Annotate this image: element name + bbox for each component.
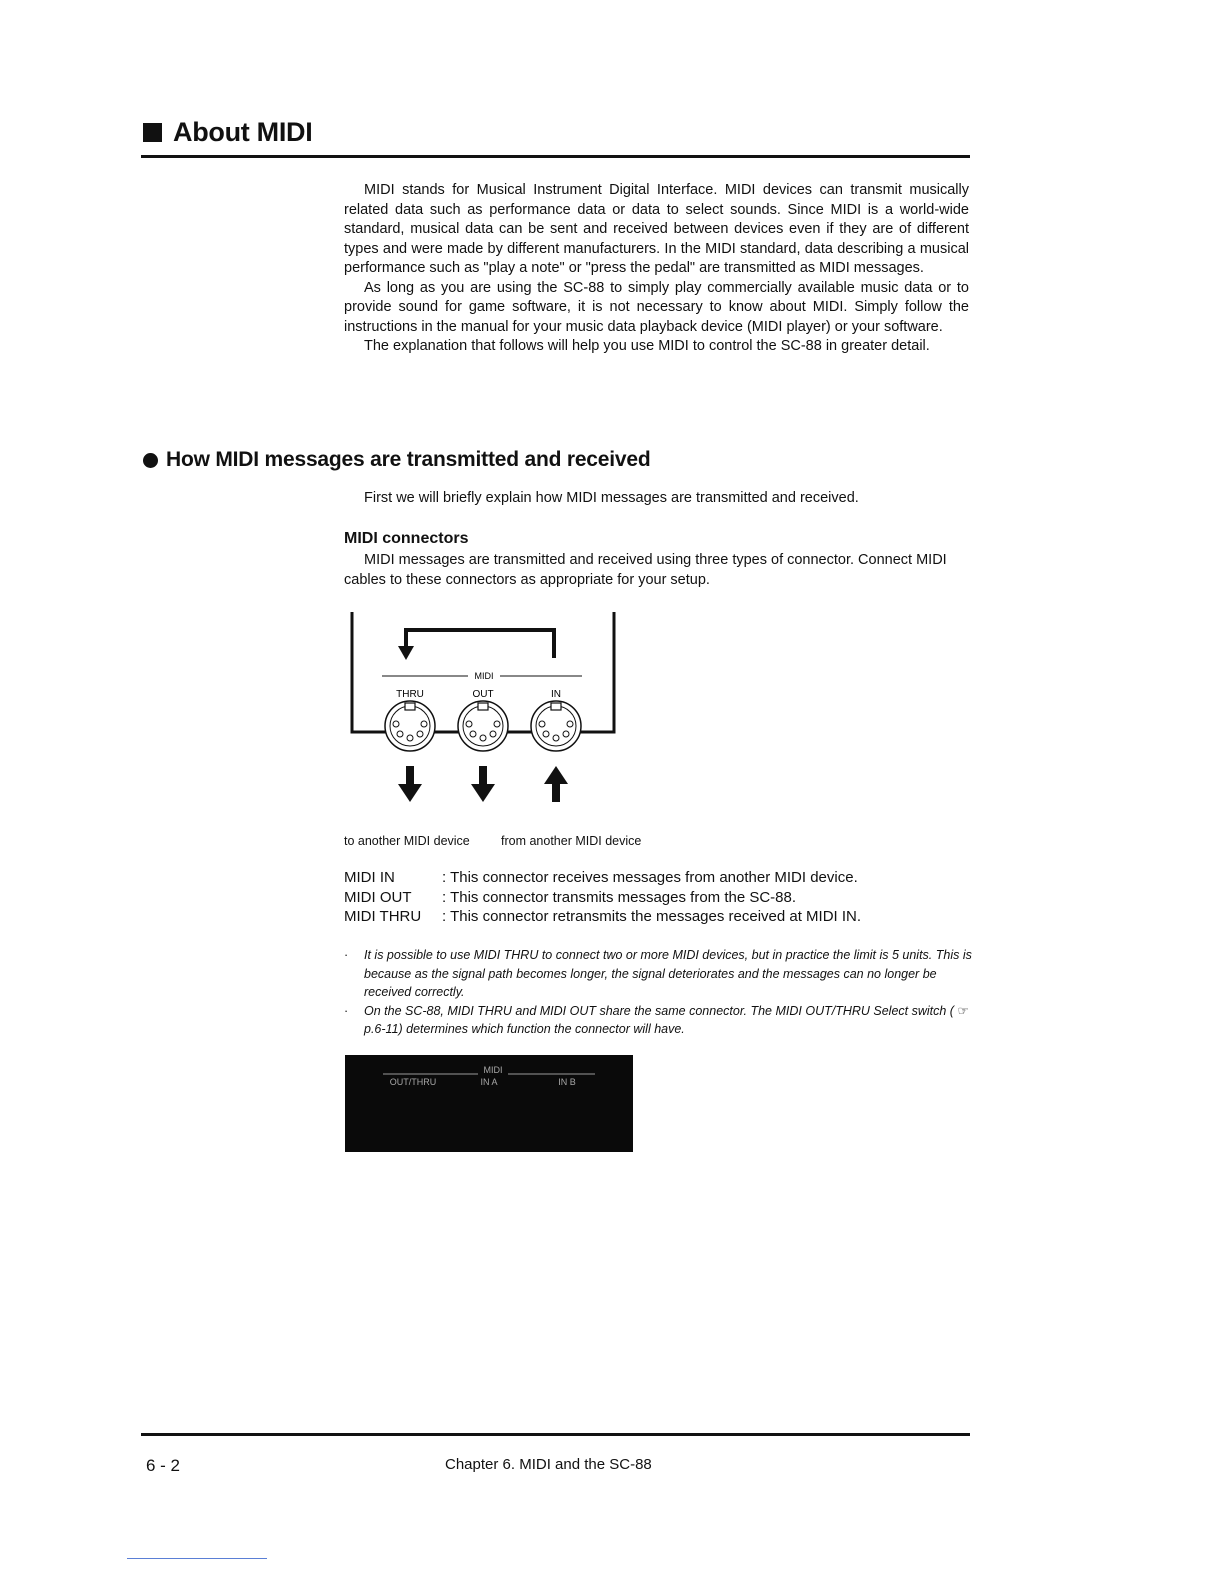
intro-text: [344, 181, 969, 357]
caption-to-device: to another MIDI device: [344, 834, 470, 848]
note-bullet: ·: [344, 948, 349, 962]
bottom-rule: [141, 1433, 970, 1436]
top-rule: [141, 155, 970, 158]
out-connector-icon: [458, 701, 508, 751]
note-item: [344, 946, 974, 1002]
intro-paragraph-3: The explanation that follows will help you use MIDI to control the SC-88 in greater detail.: [364, 338, 930, 354]
definition-desc: : This connector retransmits the messages received at MIDI IN.: [442, 908, 862, 925]
diagram-group-label: MIDI: [474, 671, 494, 681]
thru-arrow-down-icon: [398, 766, 422, 802]
thru-loop-icon: [406, 630, 554, 658]
note-text: It is possible to use MIDI THRU to connect two or more MIDI devices, but in practice the limit is 5 units. This is because as the signal path becomes longer, the signal deteriorates and the messages can no longer be received correctly.: [364, 948, 972, 999]
note-text: On the SC-88, MIDI THRU and MIDI OUT share the same connector. The MIDI OUT/THRU Select switch ( ☞ p.6-11) determines which function the connector will have.: [364, 1003, 969, 1036]
subsection-title: [143, 448, 651, 472]
definition-row: [344, 888, 861, 908]
note-item: [344, 1002, 974, 1039]
connector-definitions: [344, 868, 861, 927]
in-arrow-up-icon: [544, 766, 568, 802]
rear-panel-photo: [345, 1055, 633, 1152]
subsection-intro: First we will briefly explain how MIDI messages are transmitted and received.: [364, 490, 859, 506]
definition-row: [344, 868, 861, 888]
definition-term: MIDI THRU: [344, 908, 422, 925]
subsection-title-text: How MIDI messages are transmitted and received: [166, 448, 651, 471]
definition-desc: : This connector receives messages from another MIDI device.: [442, 869, 858, 886]
panel-out-thru-label: OUT/THRU: [389, 1077, 437, 1087]
midi-connector-diagram: [340, 608, 630, 808]
loop-arrow-down-icon: [398, 646, 414, 660]
thru-label: THRU: [396, 689, 424, 700]
section-title: [143, 117, 312, 148]
definition-term: MIDI OUT: [344, 888, 412, 906]
thru-connector-icon: [385, 701, 435, 751]
definition-row: [344, 907, 861, 927]
panel-in-b-label: IN B: [558, 1077, 576, 1087]
rear-panel-labels: [345, 1055, 633, 1152]
note-bullet: ·: [344, 1003, 349, 1018]
page-number: 6 - 2: [146, 1456, 181, 1475]
connectors-heading: MIDI connectors: [344, 530, 469, 547]
notes: [344, 946, 974, 1039]
definition-term: MIDI IN: [344, 869, 395, 886]
out-arrow-down-icon: [471, 766, 495, 802]
chapter-title: Chapter 6. MIDI and the SC-88: [445, 1456, 652, 1473]
out-label: OUT: [472, 689, 494, 700]
connectors-text: [344, 551, 969, 590]
in-connector-icon: [531, 701, 581, 751]
footer-underline: [127, 1558, 267, 1559]
caption-from-device: from another MIDI device: [501, 834, 642, 848]
square-bullet-icon: [143, 123, 162, 142]
round-bullet-icon: [143, 453, 158, 468]
intro-paragraph-2: As long as you are using the SC-88 to simply play commercially available music data or to provide sound for game software, it is not necessary to know about MIDI. Simply follow the instructions in the manual for your music data playback device (MIDI player) or your software.: [344, 279, 969, 335]
intro-paragraph-1: MIDI stands for Musical Instrument Digital Interface. MIDI devices can transmit musically related data such as performance data or data to select sounds. Since MIDI is a world-wide standard, musical data can be sent and received between devices even if they are of different types and were made by different manufacturers. In the MIDI standard, data describing a musical performance such as "play a note" or "press the pedal" are transmitted as MIDI messages.: [344, 182, 969, 276]
definition-desc: : This connector transmits messages from the SC-88.: [442, 888, 797, 906]
section-title-text: About MIDI: [173, 117, 313, 147]
panel-group-label: MIDI: [483, 1065, 503, 1075]
connectors-paragraph: MIDI messages are transmitted and received using three types of connector. Connect MIDI cables to these connectors as appropriate for your setup.: [344, 552, 947, 588]
in-label: IN: [551, 689, 561, 700]
panel-in-a-label: IN A: [480, 1077, 498, 1087]
